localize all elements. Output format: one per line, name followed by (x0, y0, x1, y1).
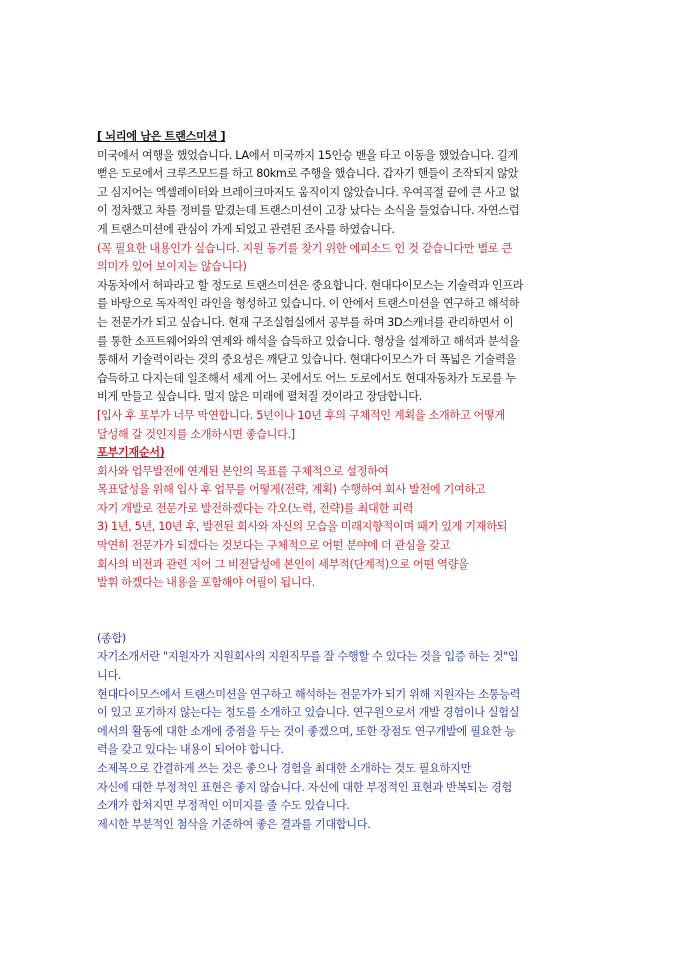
summary-heading: (종합) (97, 631, 126, 645)
text-line: 미국에서 여행을 했었습니다. LA에서 미국까지 15인승 밴을 타고 이동을 했었습니다. 길게 (97, 148, 518, 162)
guide-line: 회사의 비전과 관련 지어 그 비전달성에 본인이 세부적(단계적)으로 어떤 역량을 (97, 557, 469, 571)
guide-line: 발휘 하겠다는 내용을 포함해야 어필이 됩니다. (97, 576, 315, 590)
comment-line: 달성해 갈 것인지를 소개하시면 좋습니다.] (97, 427, 295, 441)
summary-line: 이 있고 포기하지 않는다는 정도를 소개하고 있습니다. 연구원으로서 개발 경험이나 실험실 (97, 706, 520, 720)
summary-line: 현대다이모스에서 트랜스미션을 연구하고 해석하는 전문가가 되기 위해 지원자는 소통능력 (97, 687, 521, 701)
document-title: [ 뇌리에 남은 트랜스미션 ] (97, 130, 226, 143)
guide-line: 목표달성을 위해 입사 후 업무를 어떻게(전략, 계획) 수행하여 회사 발전에 기여하고 (97, 483, 486, 497)
summary-line: 자신에 대한 부정적인 표현은 좋지 않습니다. 자신에 대한 부정적인 표현과 반복되는 경험 (97, 780, 512, 794)
comment-line: [입사 후 포부가 너무 막연합니다. 5년이나 10년 후의 구체적인 계획을 소개하고 어떻게 (97, 408, 505, 422)
guide-line: 회사와 업무발전에 연계된 본인의 목표를 구체적으로 설정하여 (97, 464, 389, 478)
guide-line: 막연히 전문가가 되겠다는 것보다는 구체적으로 어떤 분야에 더 관심을 갖고 (97, 539, 451, 553)
text-line: 비게 만들고 싶습니다. 멀지 않은 미래에 펼쳐질 것이라고 장담합니다. (97, 390, 422, 404)
summary-line: 자기소개서란 "지원자가 지원회사의 지원직무를 잘 수행할 수 있다는 것을 입증 하는 것"입 (97, 650, 519, 664)
guide-line: 3) 1년, 5년, 10년 후, 발전된 회사와 자신의 모습을 미래지향적이며 패기 있게 기재하되 (97, 520, 508, 534)
review-comment (97, 240, 587, 277)
review-comment (97, 407, 587, 444)
summary-line: 제시한 부분적인 첨삭을 기준하여 좋은 결과를 기대합니다. (97, 817, 371, 831)
text-line: 는 전문가가 되고 싶습니다. 현재 구조실험실에서 공부를 하며 3D스캐너를 관리하면서 이 (97, 315, 514, 329)
summary-section (97, 648, 587, 834)
comment-line: (꼭 필요한 내용인가 싶습니다. 지원 동기를 찾기 위한 에피소드 인 것 같습니다만 별로 큰 (97, 241, 512, 255)
comment-line: 의미가 있어 보이지는 않습니다) (97, 260, 247, 274)
text-line: 고 심지어는 엑셀레이터와 브레이크마저도 움직이지 않았습니다. 우여곡절 끝에 큰 사고 없 (97, 185, 520, 199)
text-line: 를 바탕으로 독자적인 라인을 형성하고 있습니다. 이 안에서 트랜스미션을 연구하고 해석하 (97, 297, 520, 311)
summary-line: 니다. (97, 669, 122, 683)
text-line: 를 통한 소프트웨어와의 연계와 해석을 습득하고 있습니다. 형상을 설계하고 해석과 분석을 (97, 334, 520, 348)
guide-list (97, 463, 587, 593)
section-spacer (97, 593, 587, 630)
text-line: 뻗은 도로에서 크루즈모드를 하고 80km로 주행을 했습니다. 갑자기 핸들이 조작되지 않았 (97, 167, 519, 181)
summary-line: 소개가 합쳐지면 부정적인 이미지를 줄 수도 있습니다. (97, 799, 350, 813)
story-paragraph (97, 147, 587, 240)
text-line: 통해서 기술력이라는 것의 중요성은 깨닫고 있습니다. 현대다이모스가 더 폭넓은 기술력을 (97, 353, 516, 367)
document-page (97, 128, 587, 834)
summary-line: 소제목으로 간결하게 쓰는 것은 좋으나 경험을 최대한 소개하는 것도 필요하지만 (97, 762, 471, 775)
text-line: 이 정차했고 차를 정비를 맡겼는데 트랜스미션이 고장 났다는 소식을 들었습니다. 자연스럽 (97, 204, 520, 218)
aspiration-paragraph (97, 277, 587, 407)
guide-heading: 포부기재순서) (97, 446, 165, 460)
summary-line: 에서의 활동에 대한 소개에 중점을 두는 것이 좋겠으며, 또한 장점도 연구개발에 필요한 능 (97, 724, 516, 738)
text-line: 습득하고 다지는데 일조해서 세계 어느 곳에서도 어느 도로에서도 현대자동차가 도로를 누 (97, 371, 516, 385)
text-line: 게 트랜스미션에 관심이 가게 되었고 관련된 조사를 하였습니다. (97, 222, 395, 236)
summary-line: 력을 갖고 있다는 내용이 되어야 합니다. (97, 743, 284, 757)
text-line: 자동차에서 허파라고 할 정도로 트랜스미션은 중요합니다. 현대다이모스는 기술력과 인프라 (97, 278, 524, 292)
guide-line: 자기 개발로 전문가로 발전하겠다는 각오(노력, 전략)를 최대한 피력 (97, 501, 414, 515)
